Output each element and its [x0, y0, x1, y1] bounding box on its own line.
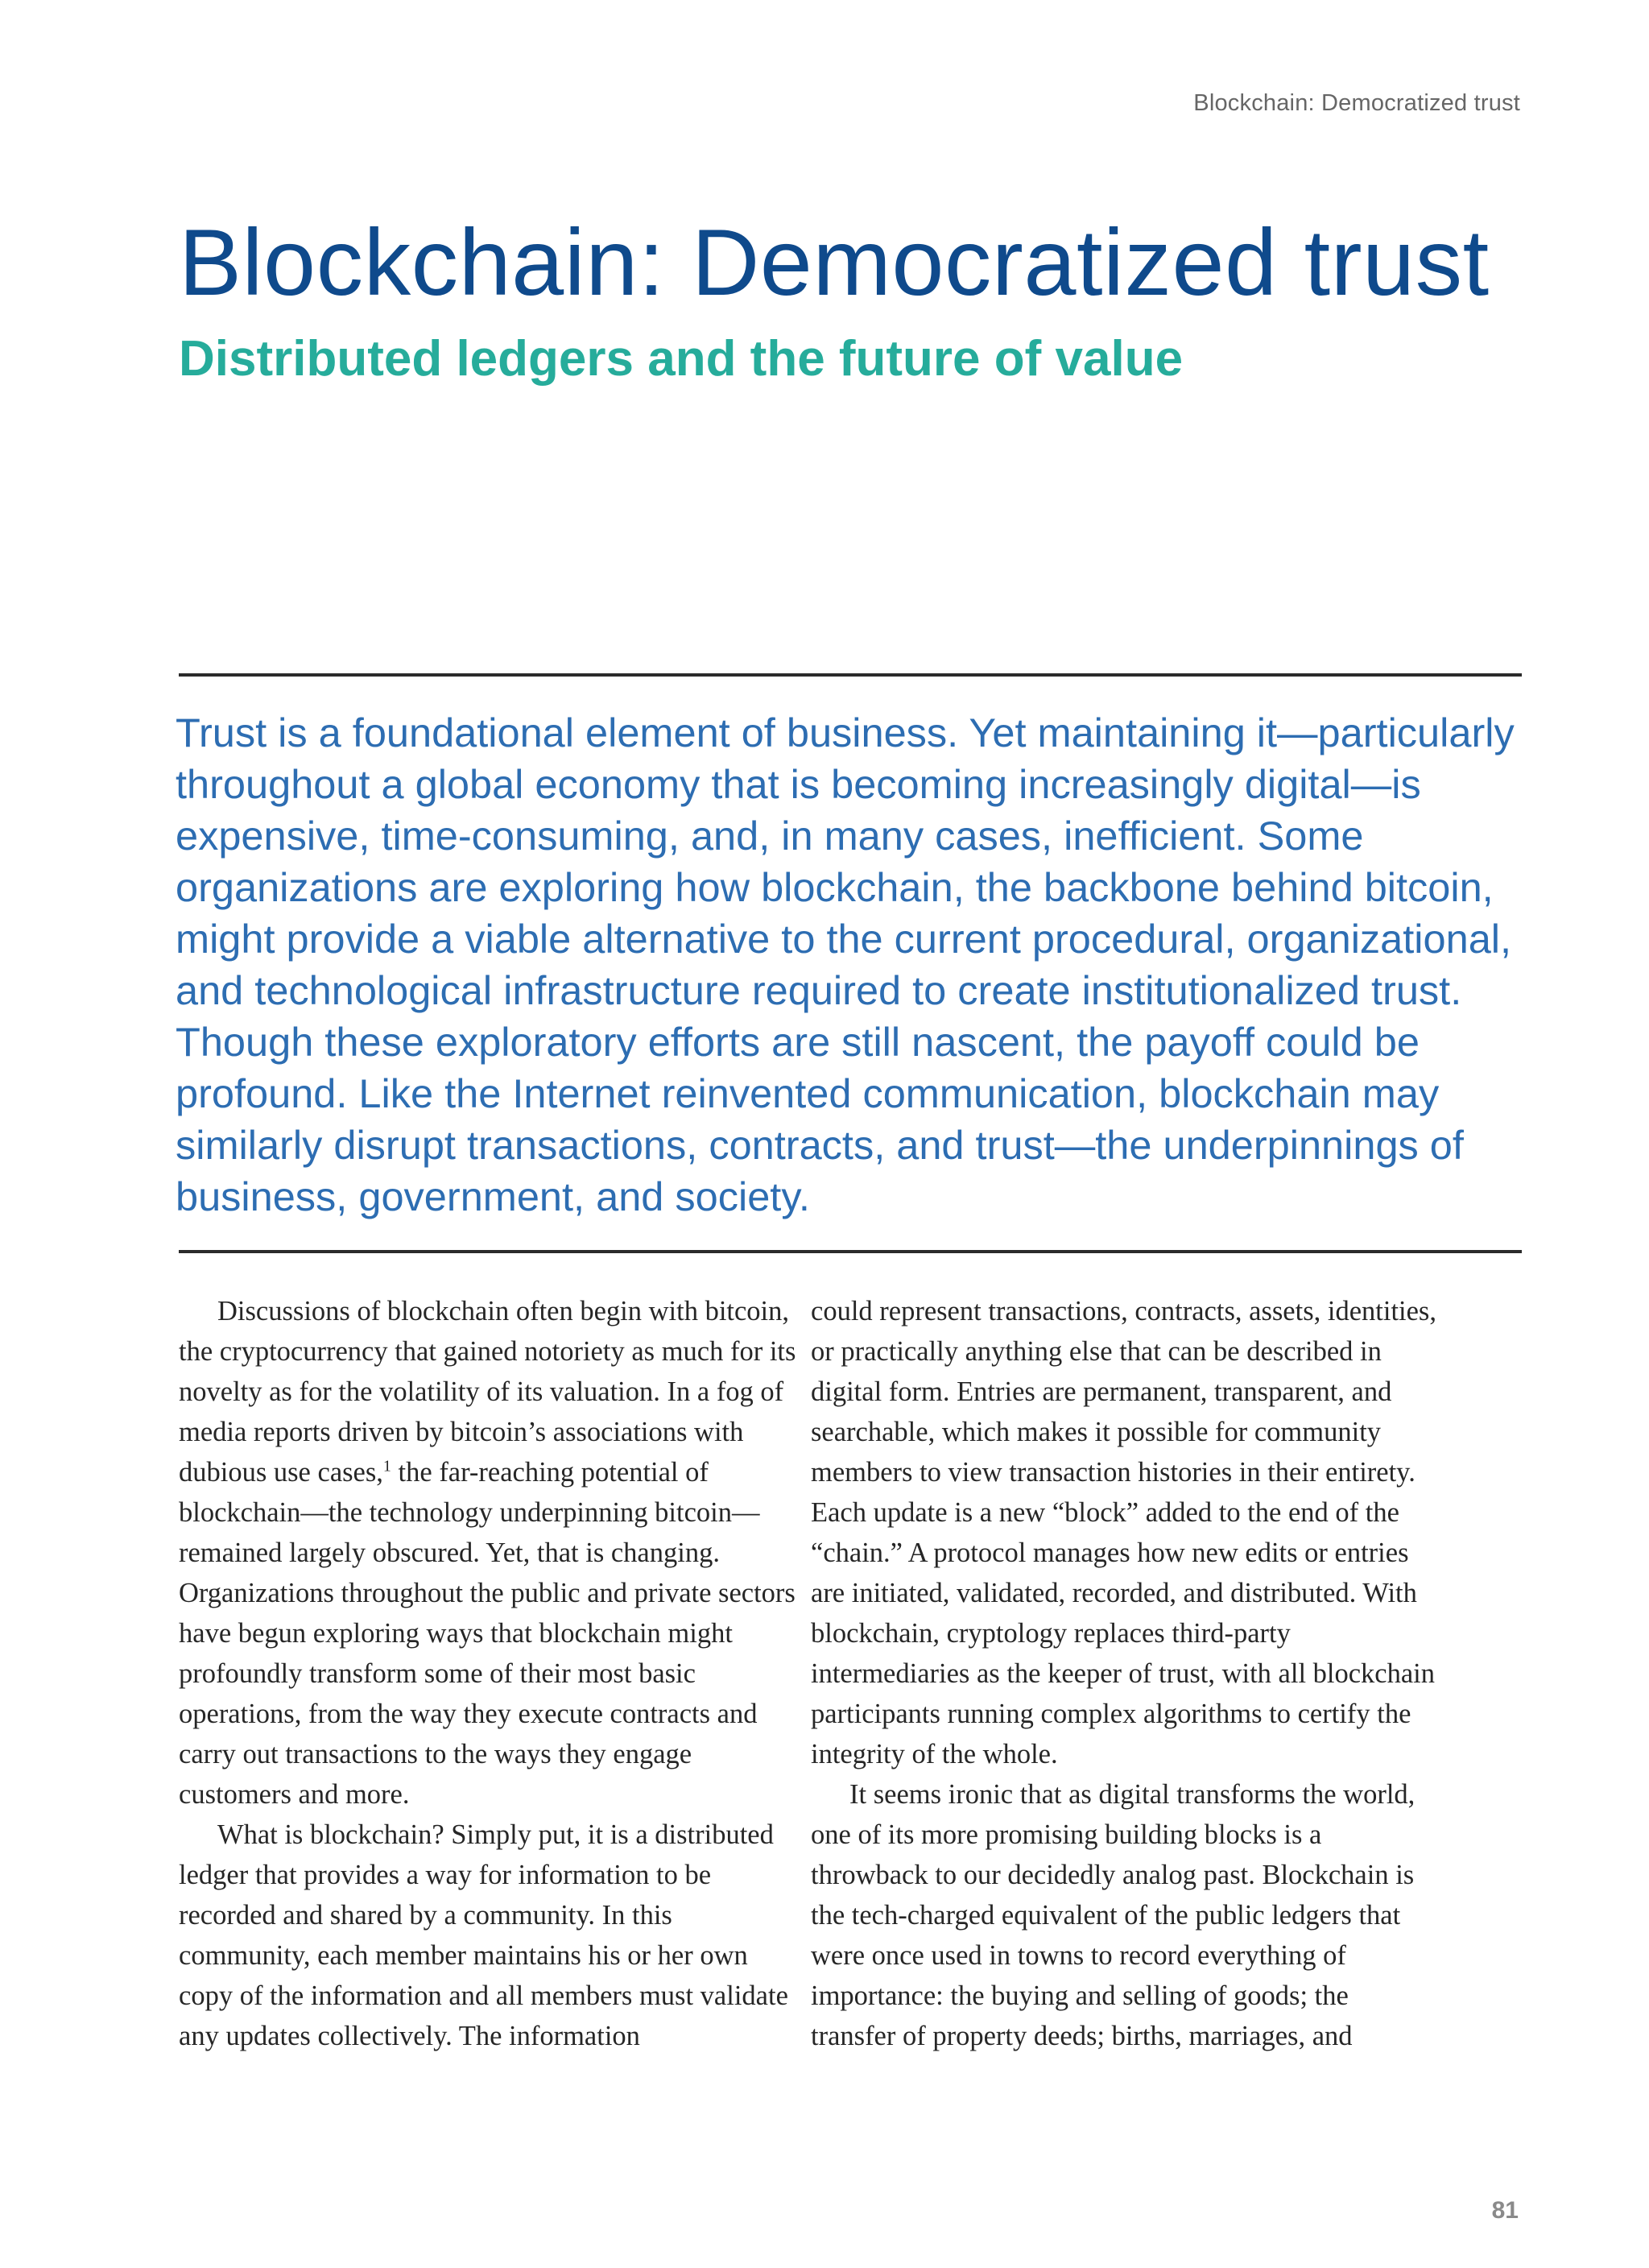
body-text: the far-reaching potential of blockchain—the technology underpinning bitcoin—remained largely obscured. Yet, that is changing. Organizations throughout the public and private sectors have begun exploring ways that blockchain might profoundly transform some of their most basic operations, from the way they execute contracts and carry out transactions to the ways they engage customers and more.: [179, 1457, 796, 1810]
footnote-marker[interactable]: 1: [382, 1457, 391, 1475]
running-header: Blockchain: Democratized trust: [1193, 90, 1520, 116]
body-column-right: [811, 1291, 1439, 2056]
body-paragraph: could represent transactions, contracts, assets, identities, or practically anything else that can be described in digital form. Entries are permanent, transparent, and searchable, which makes it possible for community members to view transaction histories in their entirety. Each update is a new “block” added to the end of the “chain.” A protocol manages how new edits or entries are initiated, validated, recorded, and distributed. With blockchain, cryptology replaces third-party intermediaries as the keeper of trust, with all blockchain participants running complex algorithms to certify the integrity of the whole.: [811, 1296, 1436, 1769]
page-title: Blockchain: Democratized trust: [179, 209, 1490, 315]
body-paragraph: [179, 1291, 807, 1815]
body-paragraph: It seems ironic that as digital transforms the world, one of its more promising building blocks is a throwback to our decidedly analog past. Blockchain is the tech-charged equivalent of the public ledgers that were once used in towns to record everything of importance: the buying and selling of goods; the transfer of property deeds; births, marriages, and: [811, 1779, 1415, 2051]
intro-paragraph: Trust is a foundational element of business. Yet maintaining it—particularly throughout a global economy that is becoming increasingly digital—is expensive, time-consuming, and, in many cases, inefficient. Some organizations are exploring how blockchain, the backbone behind bitcoin, might provide a viable alternative to the current procedural, organizational, and technological infrastructure required to create institutionalized trust. Though these exploratory efforts are still nascent, the payoff could be profound. Like the Internet reinvented communication, blockchain may similarly disrupt transactions, contracts, and trust—the underpinnings of business, government, and society.: [176, 710, 1515, 1219]
intro-bottom-divider: [179, 1250, 1522, 1253]
body-column-left: [179, 1291, 807, 2056]
page-subtitle: Distributed ledgers and the future of value: [179, 331, 1184, 387]
intro-top-divider: [179, 673, 1522, 677]
body-paragraph: What is blockchain? Simply put, it is a distributed ledger that provides a way for information to be recorded and shared by a community. In this community, each member maintains his or her own copy of the information and all members must validate any updates collectively. The information: [179, 1819, 788, 2051]
page-number: 81: [1491, 2197, 1519, 2224]
body-text: Discussions of blockchain often begin with bitcoin, the cryptocurrency that gained notoriety as much for its novelty as for the volatility of its valuation. In a fog of media reports driven by bitcoin’s associations with dubious use cases,: [179, 1296, 796, 1488]
